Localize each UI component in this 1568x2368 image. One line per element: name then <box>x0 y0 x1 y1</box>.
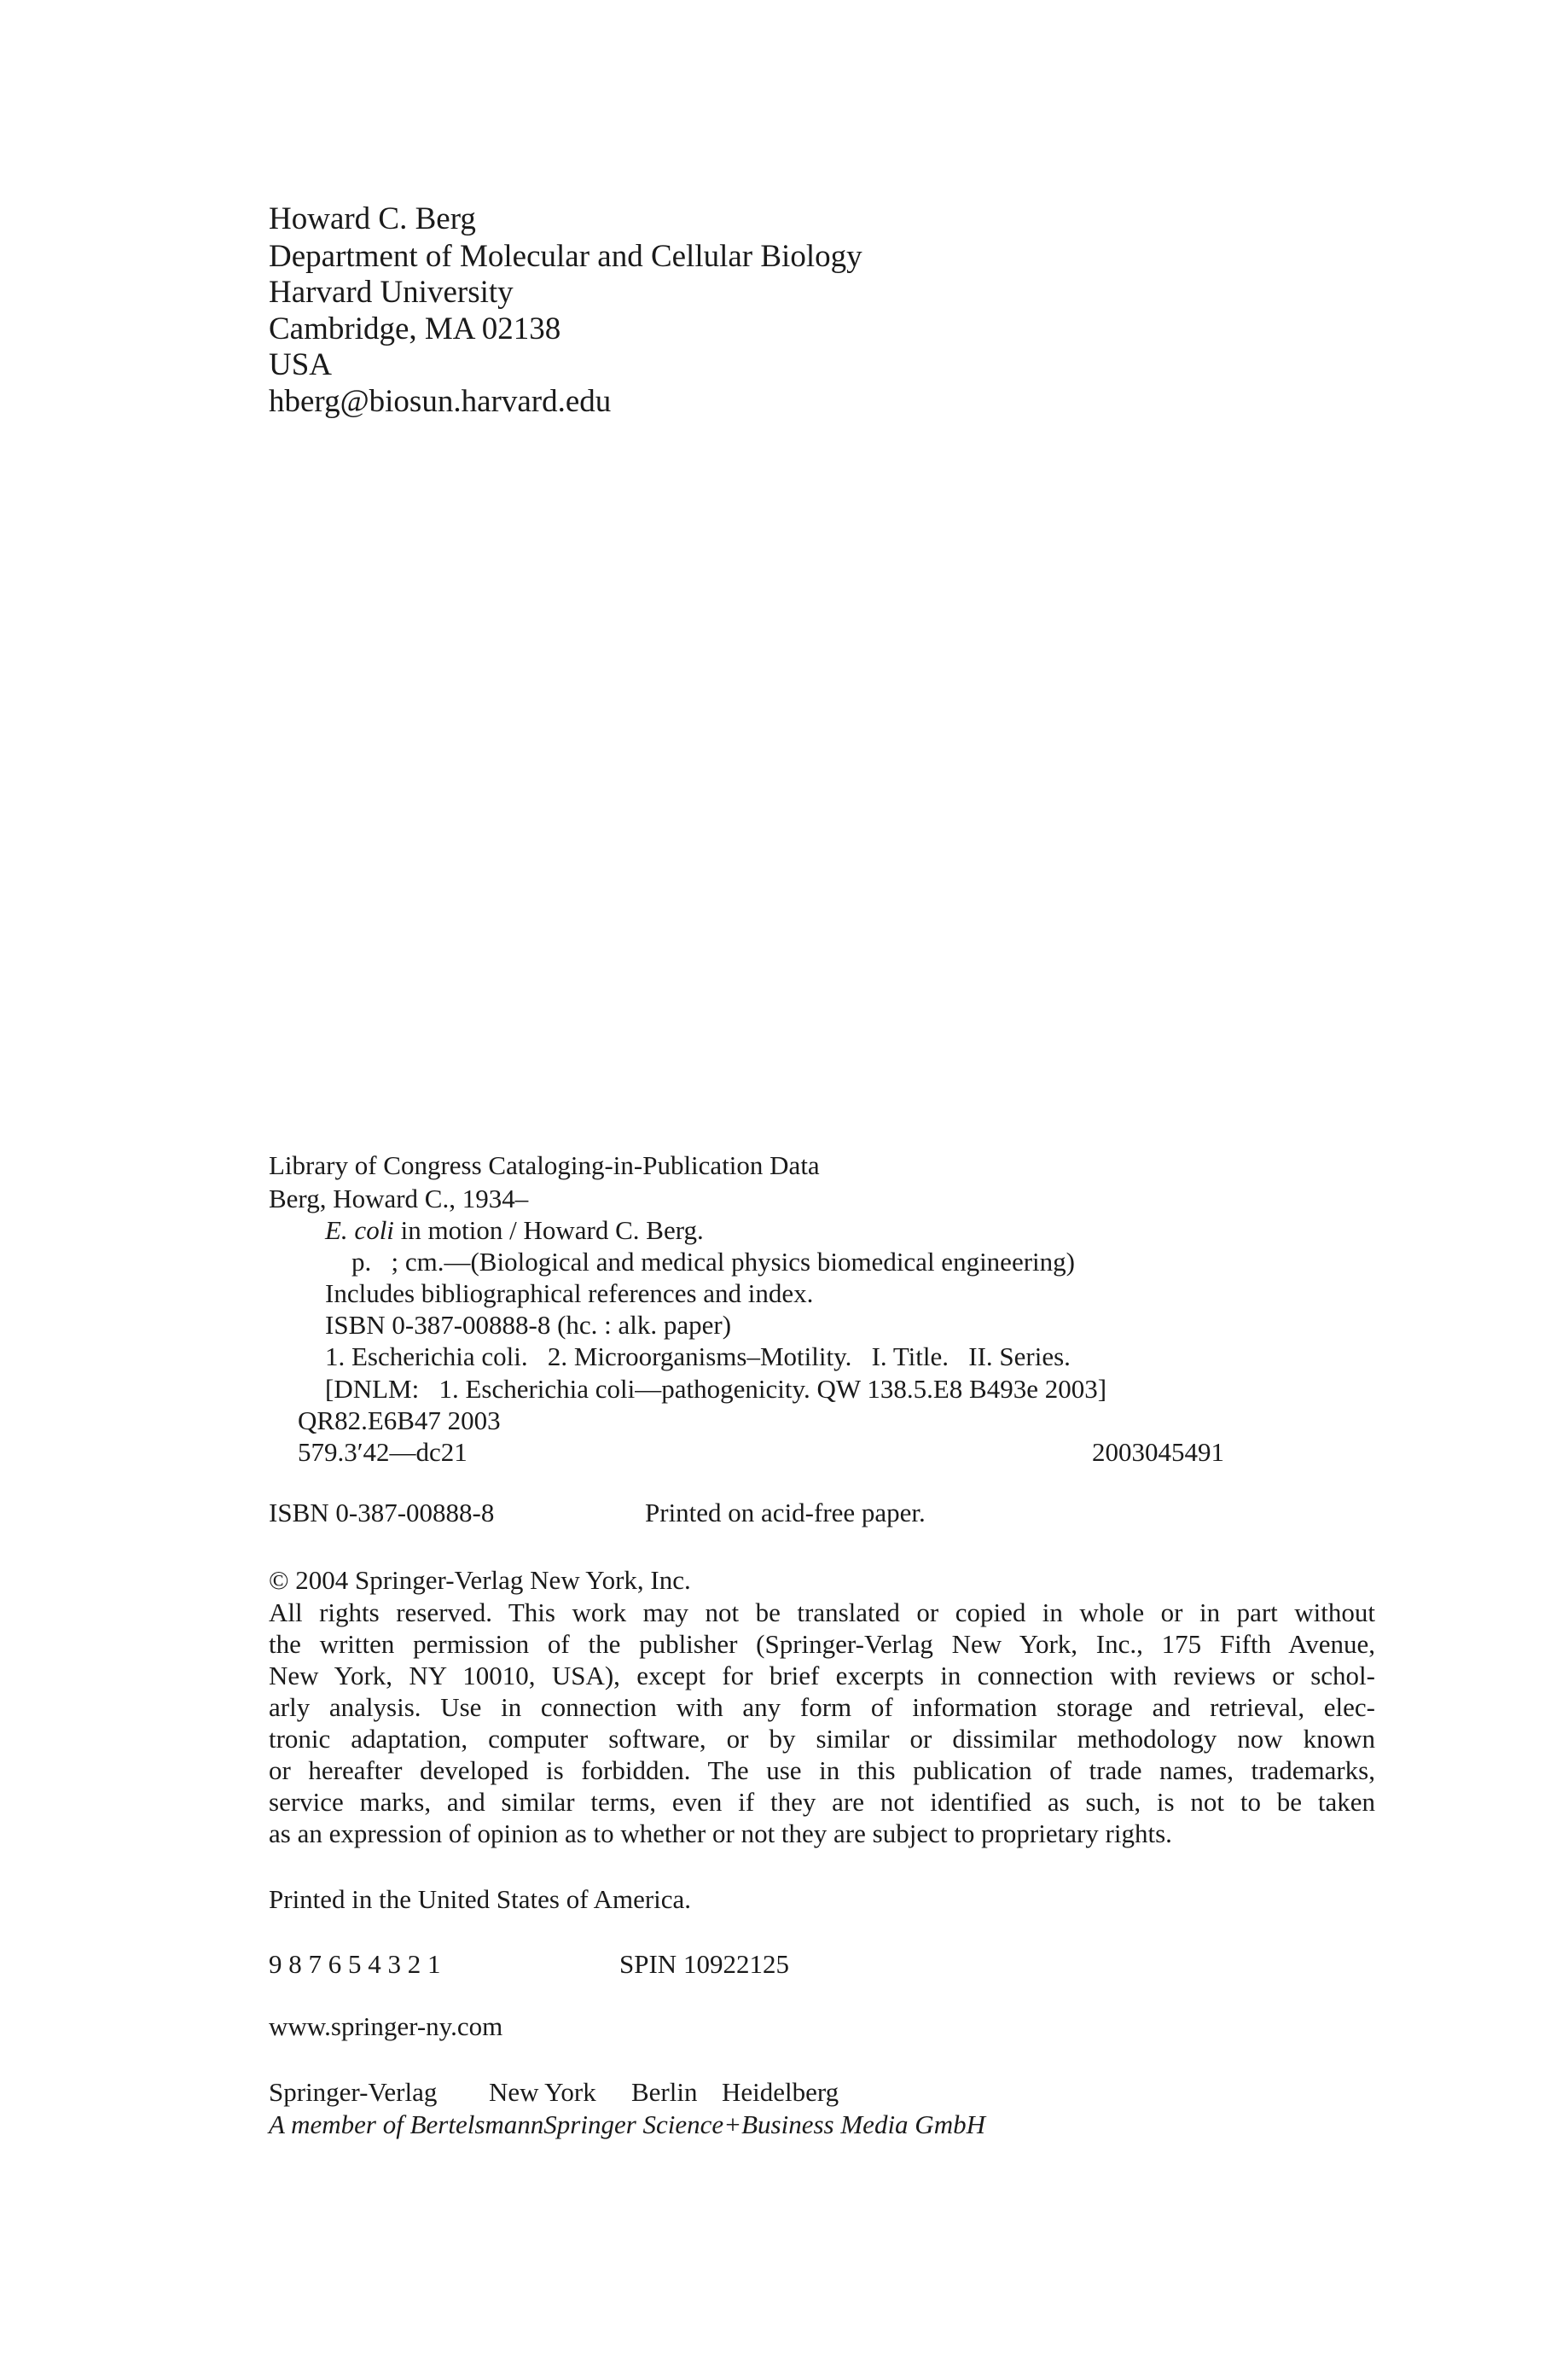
publisher-name: Springer-Verlag <box>269 2077 438 2107</box>
author-country: USA <box>269 347 333 382</box>
publisher-city-new-york: New York <box>489 2077 596 2107</box>
cip-physical: p. ; cm.—(Biological and medical physics biomedical engineering) <box>351 1247 1075 1277</box>
publisher-city-berlin: Berlin <box>631 2077 698 2107</box>
publisher-city-heidelberg: Heidelberg <box>722 2077 839 2107</box>
author-university: Harvard University <box>269 275 514 310</box>
cip-heading: Library of Congress Cataloging-in-Publication Data <box>269 1150 820 1180</box>
copyright-line: New York, NY 10010, USA), except for brief excerpts in connection with reviews or schol- <box>269 1661 1375 1690</box>
print-numbers: 9 8 7 6 5 4 3 2 1 <box>269 1949 441 1979</box>
printed-in: Printed in the United States of America. <box>269 1884 692 1914</box>
author-city: Cambridge, MA 02138 <box>269 311 561 346</box>
cip-lccn: 2003045491 <box>1092 1437 1224 1467</box>
cip-dnlm: [DNLM: 1. Escherichia coli—pathogenicity. QW 138.5.E8 B493e 2003] <box>325 1374 1107 1404</box>
cip-title-rest: in motion / Howard C. Berg. <box>393 1215 704 1245</box>
author-name: Howard C. Berg <box>269 201 476 236</box>
acid-free-note: Printed on acid-free paper. <box>645 1498 926 1527</box>
author-email: hberg@biosun.harvard.edu <box>269 384 612 419</box>
cip-title <box>325 1214 704 1246</box>
author-department: Department of Molecular and Cellular Biology <box>269 239 862 274</box>
cip-author: Berg, Howard C., 1934– <box>269 1184 529 1213</box>
copyright-line: as an expression of opinion as to whether or not they are subject to proprietary rights. <box>269 1818 1172 1848</box>
copyright-line: All rights reserved. This work may not be translated or copied in whole or in part without <box>269 1597 1375 1627</box>
copyright-line: or hereafter developed is forbidden. The use in this publication of trade names, trademarks, <box>269 1755 1375 1785</box>
copyright-line: arly analysis. Use in connection with any form of information storage and retrieval, elec- <box>269 1692 1375 1722</box>
copyright-line: the written permission of the publisher (Springer-Verlag New York, Inc., 175 Fifth Avenue, <box>269 1629 1375 1659</box>
cip-subjects: 1. Escherichia coli. 2. Microorganisms–Motility. I. Title. II. Series. <box>325 1341 1071 1371</box>
website-link[interactable]: www.springer-ny.com <box>269 2011 503 2041</box>
cip-isbn: ISBN 0-387-00888-8 (hc. : alk. paper) <box>325 1310 732 1340</box>
cip-lc-class: QR82.E6B47 2003 <box>298 1405 501 1435</box>
publisher-member: A member of BertelsmannSpringer Science+Business Media GmbH <box>269 2109 985 2139</box>
spin-number: SPIN 10922125 <box>619 1949 789 1979</box>
copyright-line: service marks, and similar terms, even if they are not identified as such, is not to be taken <box>269 1787 1375 1817</box>
isbn: ISBN 0-387-00888-8 <box>269 1498 495 1527</box>
copyright-notice: © 2004 Springer-Verlag New York, Inc. <box>269 1565 691 1595</box>
cip-title-italic: E. coli <box>325 1215 394 1245</box>
cip-dewey: 579.3′42—dc21 <box>298 1437 467 1467</box>
cip-notes: Includes bibliographical references and index. <box>325 1278 814 1308</box>
copyright-line: tronic adaptation, computer software, or by similar or dissimilar methodology now known <box>269 1724 1375 1754</box>
